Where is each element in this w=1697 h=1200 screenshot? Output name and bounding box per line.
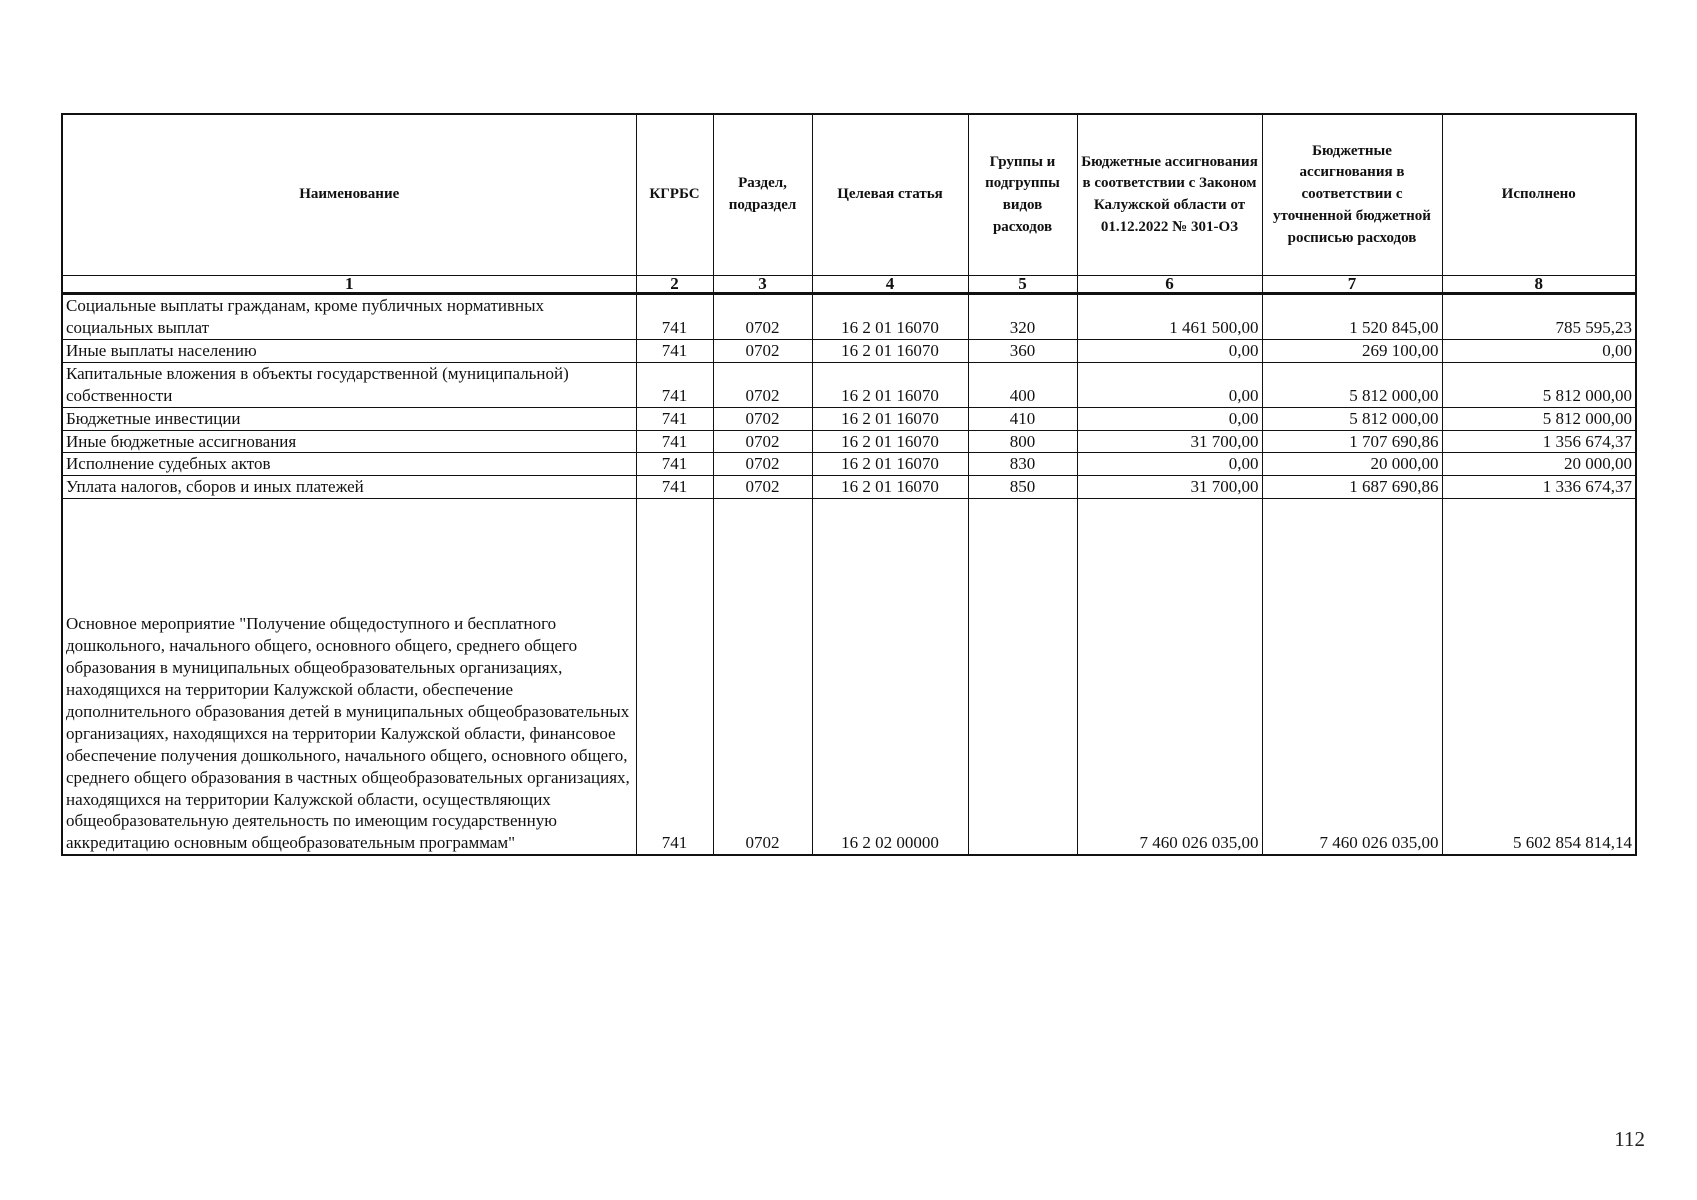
row-name: Основное мероприятие "Получение общедоступного и бесплатного дошкольного, начального общего, основного общего, среднего общего образования в муниципальных общеобразовательных организациях, находящихся на территории Калужской области, обеспечение дополнительного образования детей в муниципальных общеобразовательных организациях, находящихся на территории Калужской области, финансовое обеспечение получения дошкольного, начального общего, основного общего, среднего общего образования в частных общеобразовательных организациях, находящихся на территории Калужской области, осуществляющих общеобразовательную деятельность по имеющим государственную аккредитацию основным общеобразовательным программам" (62, 499, 636, 856)
row-target-article: 16 2 01 16070 (812, 294, 968, 340)
row-refined-allocation: 1 520 845,00 (1262, 294, 1442, 340)
page-number: 112 (1614, 1127, 1645, 1151)
row-target-article: 16 2 01 16070 (812, 339, 968, 362)
row-target-article: 16 2 01 16070 (812, 407, 968, 430)
column-number: 5 (968, 276, 1077, 294)
row-law-allocation: 1 461 500,00 (1077, 294, 1262, 340)
table-row (62, 362, 1636, 407)
row-section: 0702 (713, 407, 812, 430)
row-target-article: 16 2 01 16070 (812, 476, 968, 499)
row-target-article: 16 2 01 16070 (812, 430, 968, 453)
header-name: Наименование (62, 114, 636, 276)
row-law-allocation: 31 700,00 (1077, 430, 1262, 453)
header-refined-allocation: Бюджетные ассигнования в соответствии с уточненной бюджетной росписью расходов (1262, 114, 1442, 276)
row-name: Капитальные вложения в объекты государственной (муниципальной) собственности (62, 362, 636, 407)
row-refined-allocation: 5 812 000,00 (1262, 407, 1442, 430)
header-section: Раздел, подраздел (713, 114, 812, 276)
row-executed: 5 812 000,00 (1442, 362, 1636, 407)
row-section: 0702 (713, 294, 812, 340)
row-name: Бюджетные инвестиции (62, 407, 636, 430)
row-expense-group: 410 (968, 407, 1077, 430)
row-executed: 1 356 674,37 (1442, 430, 1636, 453)
row-kgrbs: 741 (636, 499, 713, 856)
column-number: 6 (1077, 276, 1262, 294)
row-name: Иные выплаты населению (62, 339, 636, 362)
row-target-article: 16 2 01 16070 (812, 453, 968, 476)
row-section: 0702 (713, 339, 812, 362)
row-name: Иные бюджетные ассигнования (62, 430, 636, 453)
row-target-article: 16 2 01 16070 (812, 362, 968, 407)
row-law-allocation: 0,00 (1077, 362, 1262, 407)
row-section: 0702 (713, 499, 812, 856)
table-row (62, 476, 1636, 499)
row-law-allocation: 7 460 026 035,00 (1077, 499, 1262, 856)
header-row (62, 114, 1636, 276)
table-row (62, 453, 1636, 476)
row-name: Социальные выплаты гражданам, кроме публичных нормативных социальных выплат (62, 294, 636, 340)
table-row (62, 294, 1636, 340)
column-number: 8 (1442, 276, 1636, 294)
row-section: 0702 (713, 430, 812, 453)
row-kgrbs: 741 (636, 294, 713, 340)
row-kgrbs: 741 (636, 453, 713, 476)
table-row (62, 407, 1636, 430)
table-body (62, 276, 1636, 856)
row-executed: 785 595,23 (1442, 294, 1636, 340)
row-executed: 0,00 (1442, 339, 1636, 362)
row-expense-group: 360 (968, 339, 1077, 362)
row-law-allocation: 31 700,00 (1077, 476, 1262, 499)
row-expense-group: 850 (968, 476, 1077, 499)
row-executed: 5 812 000,00 (1442, 407, 1636, 430)
row-refined-allocation: 269 100,00 (1262, 339, 1442, 362)
row-executed: 20 000,00 (1442, 453, 1636, 476)
row-kgrbs: 741 (636, 407, 713, 430)
row-refined-allocation: 1 707 690,86 (1262, 430, 1442, 453)
column-number: 2 (636, 276, 713, 294)
row-target-article: 16 2 02 00000 (812, 499, 968, 856)
header-kgrbs: КГРБС (636, 114, 713, 276)
row-kgrbs: 741 (636, 476, 713, 499)
row-section: 0702 (713, 453, 812, 476)
table-row (62, 339, 1636, 362)
row-name: Исполнение судебных актов (62, 453, 636, 476)
row-expense-group: 800 (968, 430, 1077, 453)
column-number-row (62, 276, 1636, 294)
header-expense-group: Группы и подгруппы видов расходов (968, 114, 1077, 276)
row-executed: 5 602 854 814,14 (1442, 499, 1636, 856)
row-executed: 1 336 674,37 (1442, 476, 1636, 499)
row-refined-allocation: 20 000,00 (1262, 453, 1442, 476)
row-expense-group: 320 (968, 294, 1077, 340)
row-law-allocation: 0,00 (1077, 339, 1262, 362)
row-expense-group: 400 (968, 362, 1077, 407)
row-refined-allocation: 5 812 000,00 (1262, 362, 1442, 407)
row-refined-allocation: 1 687 690,86 (1262, 476, 1442, 499)
row-expense-group: 830 (968, 453, 1077, 476)
column-number: 7 (1262, 276, 1442, 294)
row-kgrbs: 741 (636, 339, 713, 362)
row-section: 0702 (713, 476, 812, 499)
row-kgrbs: 741 (636, 362, 713, 407)
table-header (62, 114, 1636, 276)
table-row (62, 499, 1636, 856)
row-kgrbs: 741 (636, 430, 713, 453)
row-section: 0702 (713, 362, 812, 407)
column-number: 1 (62, 276, 636, 294)
row-law-allocation: 0,00 (1077, 453, 1262, 476)
row-expense-group (968, 499, 1077, 856)
column-number: 3 (713, 276, 812, 294)
header-law-allocation: Бюджетные ассигнования в соответствии с Законом Калужской области от 01.12.2022 № 301-ОЗ (1077, 114, 1262, 276)
budget-table (61, 113, 1637, 856)
row-law-allocation: 0,00 (1077, 407, 1262, 430)
row-refined-allocation: 7 460 026 035,00 (1262, 499, 1442, 856)
column-number: 4 (812, 276, 968, 294)
table-row (62, 430, 1636, 453)
header-executed: Исполнено (1442, 114, 1636, 276)
row-name: Уплата налогов, сборов и иных платежей (62, 476, 636, 499)
header-target-article: Целевая статья (812, 114, 968, 276)
